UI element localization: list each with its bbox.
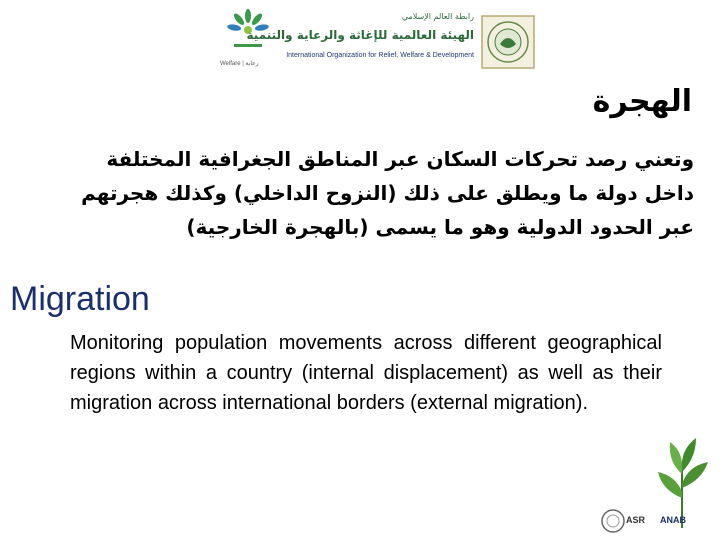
org-name-ar: الهيئة العالمية للإغاثة والرعاية والتنمية: [246, 28, 474, 42]
page-title-ar: الهجرة: [592, 84, 692, 119]
body-text-ar: وتعني رصد تحركات السكان عبر المناطق الجغرافية المختلفة داخل دولة ما ويطلق على ذلك (النزوح الداخلي) وكذلك هجرتهم عبر الحدود الدولية وهو ما يسمى (بالهجرة الخارجية): [81, 147, 694, 239]
page-title-en: Migration: [10, 280, 150, 318]
certification-badges: [600, 508, 712, 534]
org-name-ar-small: رابطة العالم الإسلامي: [401, 12, 474, 21]
anab-badge-label: ANAB: [660, 515, 686, 525]
organization-logo: [220, 8, 474, 70]
asr-badge-label: ASR: [626, 515, 646, 525]
body-text-en: Monitoring population movements across different geographical regions within a country (internal displacement) as well as their migration across international borders (external migration).: [70, 332, 662, 414]
emblem-caption: Welfare | رعاية: [220, 61, 259, 67]
org-seal-icon: [480, 14, 536, 70]
header: [0, 0, 720, 80]
org-name-en: International Organization for Relief, Welfare & Development: [286, 52, 474, 59]
